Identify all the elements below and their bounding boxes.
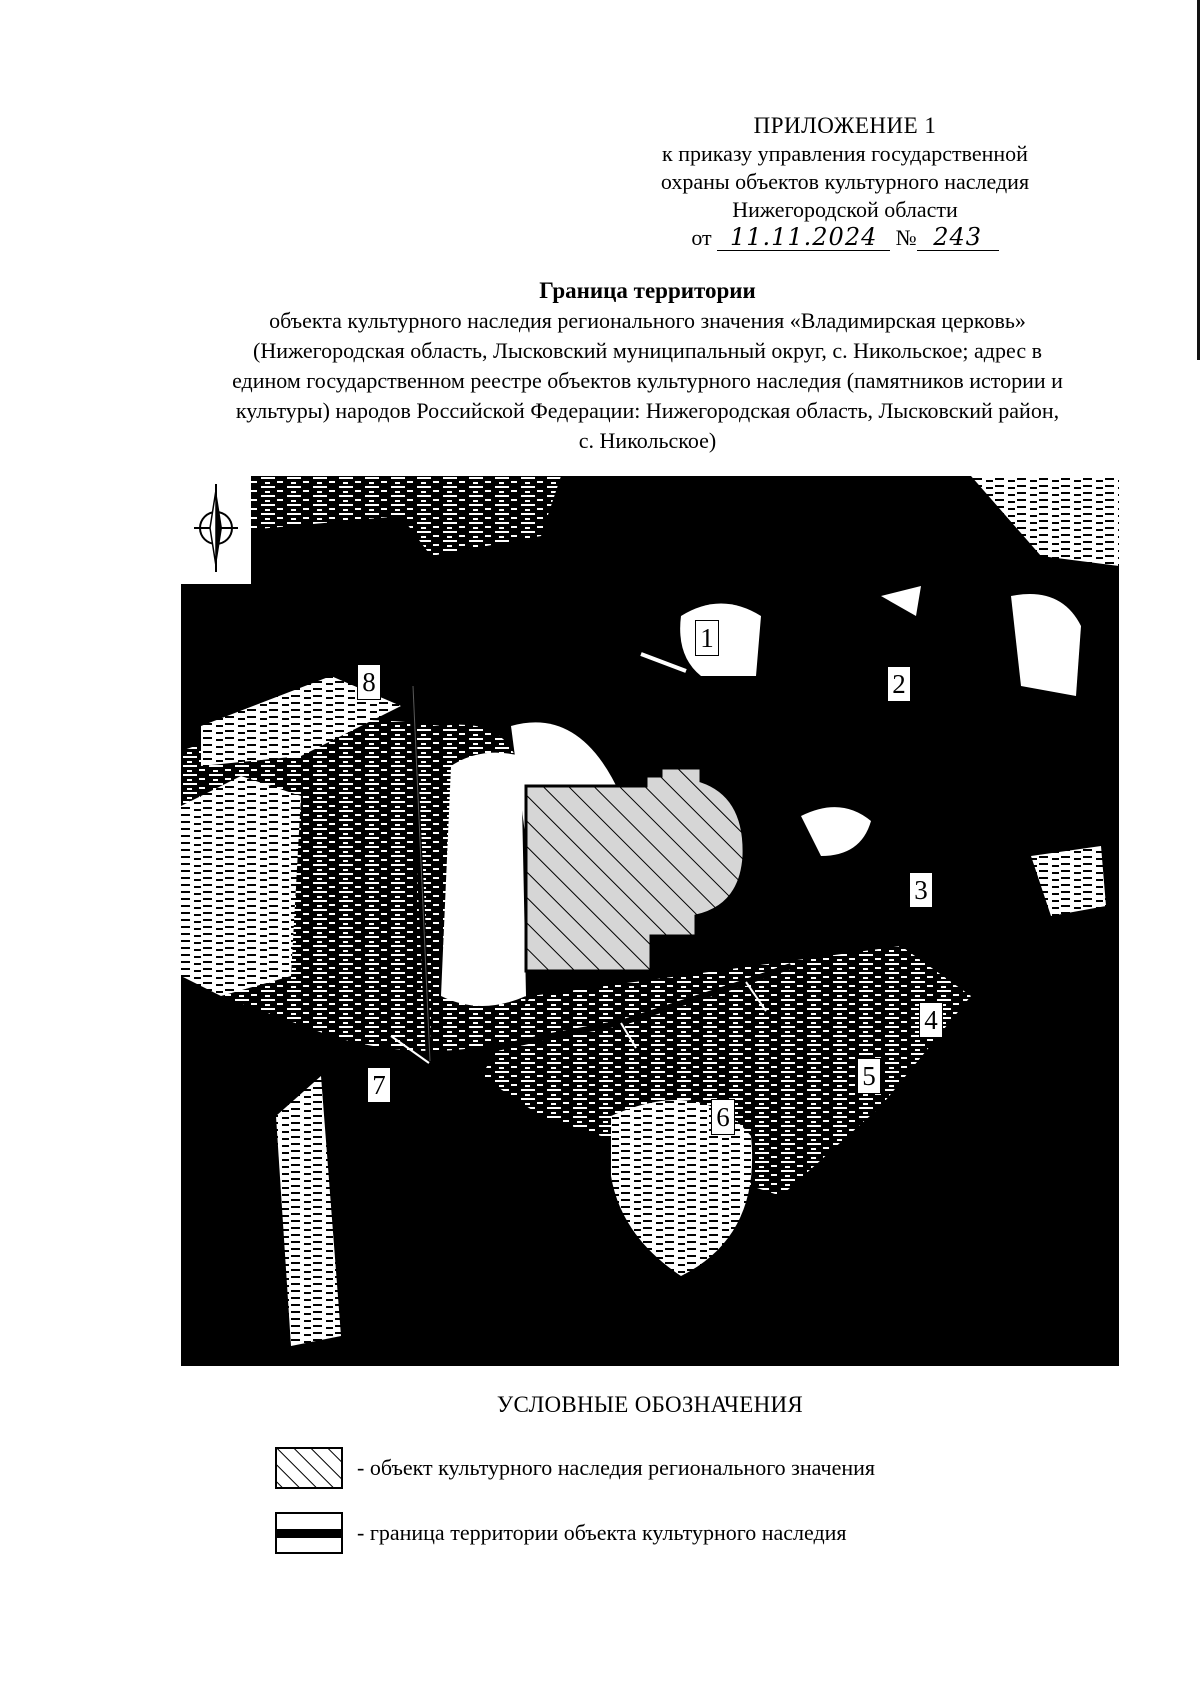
boundary-map [181,476,1119,1366]
legend-label: - объект культурного наследия регионального значения [357,1455,876,1480]
legend-label: - граница территории объекта культурного наследия [357,1520,847,1545]
map-light-area [441,753,526,1006]
legend-title: УСЛОВНЫЕ ОБОЗНАЧЕНИЯ [496,1392,804,1417]
point-label-7: 7 [367,1067,391,1103]
hatched-square-icon [275,1447,343,1489]
thick-line-icon [275,1512,343,1554]
legend-item-heritage-object [275,1446,875,1490]
number-prefix: № [895,225,917,250]
title-line: (Нижегородская область, Лысковский муниципальный округ, с. Никольское; адрес в [253,338,1042,363]
point-label-8: 8 [357,664,381,700]
title-line: культуры) народов Российской Федерации: Нижегородская область, Лысковский район, [235,398,1060,423]
order-date-number [630,224,1060,252]
legend-item-boundary [275,1511,847,1555]
appendix-line: охраны объектов культурного наследия [660,169,1030,194]
title-line: едином государственном реестре объектов культурного наследия (памятников истории и [232,368,1063,393]
map-texture [181,776,301,996]
order-date-handwritten: 11.11.2024 [717,224,890,251]
point-label-6: 6 [711,1099,735,1135]
point-label-2: 2 [887,666,911,702]
point-label-3: 3 [909,872,933,908]
point-label-4: 4 [919,1002,943,1038]
map-svg [181,476,1119,1366]
document-title [170,276,1125,456]
appendix-heading: ПРИЛОЖЕНИЕ 1 [753,113,937,138]
date-prefix: от [691,225,712,250]
point-label-5: 5 [857,1058,881,1094]
title-heading: Граница территории [539,278,756,303]
point-label-1: 1 [695,620,719,656]
appendix-line: Нижегородской области [732,197,958,222]
north-arrow-box [181,476,251,584]
north-arrow-icon [181,476,251,584]
title-line: с. Никольское) [578,428,717,453]
title-line: объекта культурного наследия регионального значения «Владимирская церковь» [269,308,1026,333]
order-number-handwritten: 243 [917,224,999,251]
map-light-area [680,604,761,677]
appendix-header [630,112,1060,252]
appendix-line: к приказу управления государственной [662,141,1028,166]
